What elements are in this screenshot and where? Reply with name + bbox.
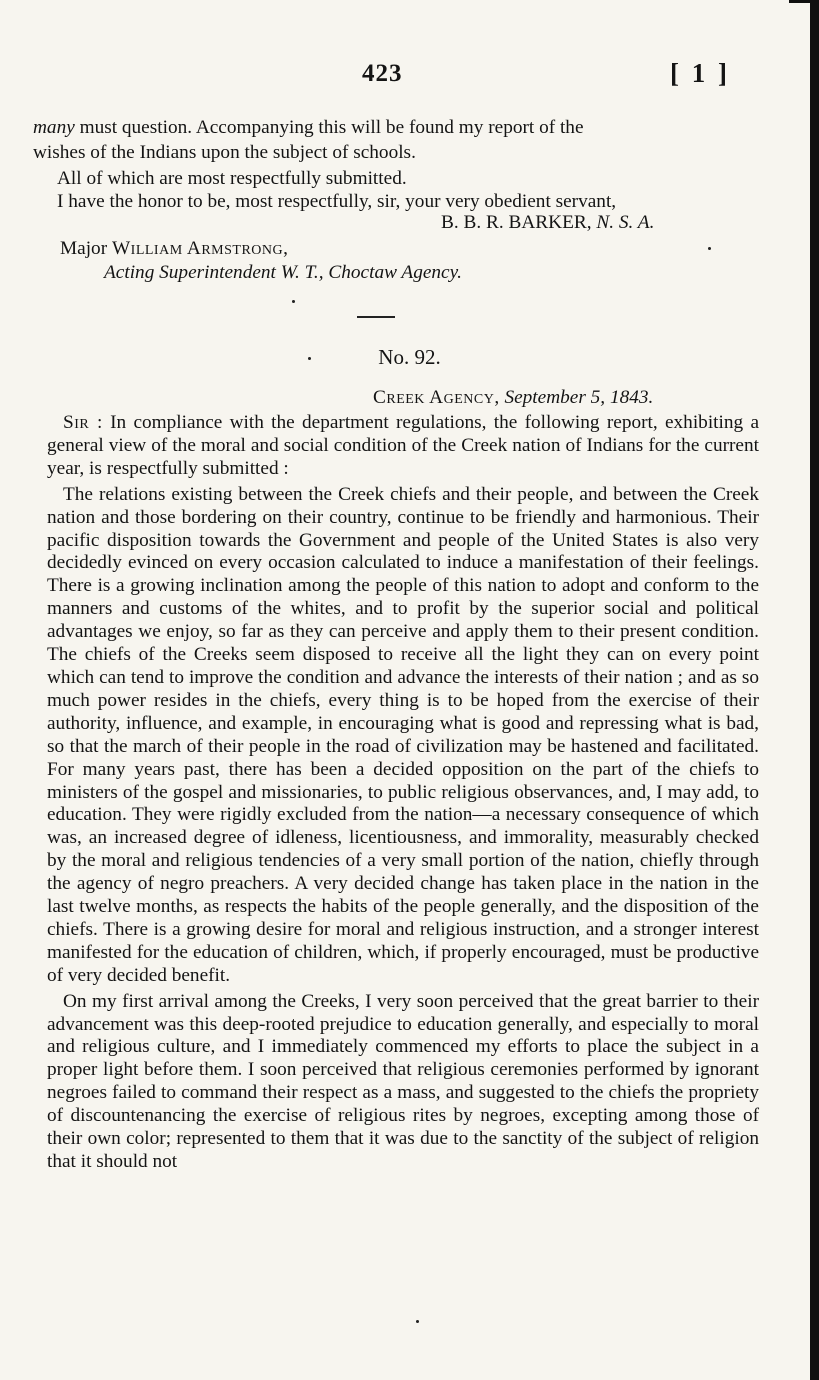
signature-name: B. B. R. BARKER, (441, 212, 592, 233)
closing-line-3: All of which are most respectfully submitted. (57, 168, 407, 189)
report-number: No. 92. (378, 345, 441, 369)
print-speck (416, 1320, 419, 1323)
dateline-date: September 5, 1843. (504, 387, 654, 408)
closing-line-2: wishes of the Indians upon the subject of schools. (33, 142, 416, 163)
running-header (0, 60, 819, 94)
print-speck (292, 300, 295, 303)
page-edge-top (789, 0, 819, 3)
paragraph-1 (47, 412, 759, 481)
dateline (373, 386, 653, 409)
print-speck (708, 247, 711, 250)
paragraph-1-text: In compliance with the department regulations, the following report, exhibiting a general view of the moral and social condition of the Creek nation of Indians for the current year, is respectfully submitted : (47, 412, 759, 479)
signature (441, 212, 654, 234)
section-divider (357, 316, 395, 318)
addressee-name: William Armstrong, (111, 238, 289, 259)
paragraph-3: On my first arrival among the Creeks, I very soon perceived that the great barrier to their advancement was this deep-rooted prejudice to education generally, and especially to moral and religious culture, and I immediately commenced my efforts to place the subject in a proper light before them. I soon perceived that religious ceremonies performed by ignorant negroes failed to command their respect as a mass, and suggested to the chiefs the propriety of discountenancing the exercise of religious rites by negroes, excepting among those of their own color; represented to them that it was due to the sanctity of the subject of religion that it should not (47, 990, 759, 1172)
document-number: [ 1 ] (670, 58, 730, 88)
addressee-prefix: Major (60, 238, 108, 259)
page-number: 423 (362, 60, 403, 87)
closing-line-4: I have the honor to be, most respectfully, sir, your very obedient servant, (57, 191, 617, 212)
closing-line-1 (33, 116, 584, 139)
closing-line-1-italic: many (33, 117, 75, 138)
addressee-line (60, 237, 288, 260)
dateline-place: Creek Agency, (373, 387, 500, 408)
addressee-title: Acting Superintendent W. T., Choctaw Agency. (104, 262, 462, 283)
page-edge (810, 0, 819, 1380)
paragraph-2: The relations existing between the Creek chiefs and their people, and between the Creek nation and those bordering on their country, continue to be friendly and harmonious. Their pacific disposition towards the Government and people of the United States is also very decidedly evinced on every occasion calculated to induce a manifestation of their feelings. There is a growing inclination among the people of this nation to adopt and conform to the manners and customs of the whites, and to profit by the superior social and political advantages we enjoy, so far as they can perceive and apply them to their present condition. The chiefs of the Creeks seem disposed to receive all the light they can on every point which can tend to improve the condition and advance the interests of their nation ; and as so much power resides in the chiefs, every thing is to be hoped from the exercise of their authority, influence, and example, in encouraging what is good and repressing what is bad, so that the march of their people in the road of civilization may be hastened and facilitated. For many years past, there has been a decided opposition on the part of the chiefs to ministers of the gospel and missionaries, to public religious observances, and, I may add, to education. They were rigidly excluded from the nation—a necessary consequence of which was, an increased degree of idleness, licentiousness, and immorality, measurably checked by the moral and religious tendencies of a very small portion of the nation, chiefly through the agency of negro preachers. A very decided change has taken place in the nation in the last twelve months, as respects the habits of the people generally, and the disposition of the chiefs. There is a growing desire for moral and religious instruction, and a stronger interest manifested for the education of children, which, if properly encouraged, must be productive of very decided benefit. (47, 483, 759, 986)
signature-title: N. S. A. (596, 212, 655, 233)
report-body (47, 412, 759, 1174)
closing-line-1-rest: must question. Accompanying this will be found my report of the (74, 117, 584, 138)
salutation: Sir : (63, 412, 103, 433)
